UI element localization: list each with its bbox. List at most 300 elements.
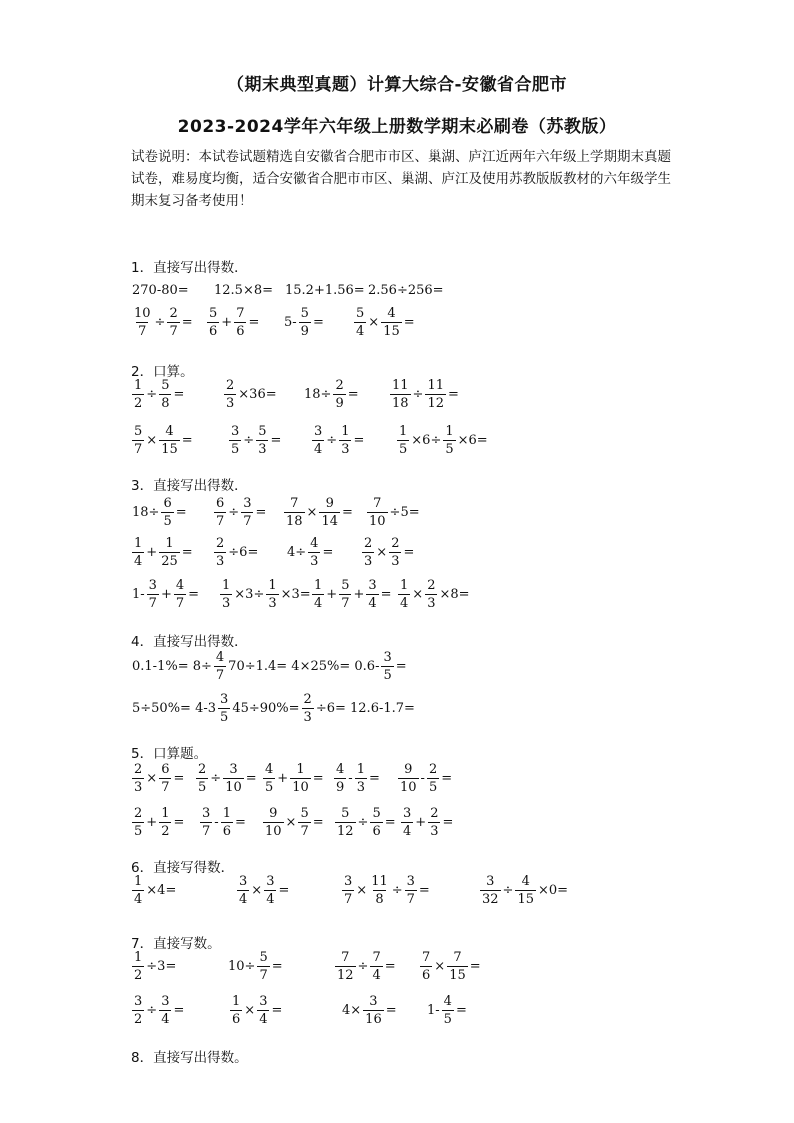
- fraction: [237, 875, 249, 906]
- expression: [131, 688, 416, 728]
- expression: [397, 574, 471, 614]
- fraction-numerator: 10: [134, 305, 151, 321]
- fraction-numerator: 1: [296, 761, 305, 777]
- fraction-numerator: 11: [371, 873, 388, 889]
- fraction-denominator: 7: [406, 891, 415, 907]
- expression-text: =: [181, 314, 193, 330]
- expression-text: ×: [146, 432, 158, 448]
- expression-text: =: [270, 432, 282, 448]
- expression: [389, 374, 460, 414]
- fraction-denominator: 4: [259, 1011, 268, 1027]
- fraction: [290, 763, 311, 794]
- fraction-numerator: 7: [422, 949, 431, 965]
- fraction-denominator: 7: [175, 595, 185, 611]
- fraction-denominator: 7: [344, 891, 353, 907]
- expression-text: ×: [251, 882, 263, 898]
- fraction-denominator: 16: [365, 1011, 382, 1027]
- fraction: [401, 807, 413, 838]
- fraction-numerator: 3: [314, 423, 323, 439]
- fraction-numerator: 7: [236, 305, 245, 321]
- expression: [262, 758, 325, 798]
- expression: [283, 492, 354, 532]
- expression-text: ÷: [326, 432, 338, 448]
- expression-text: =: [188, 586, 200, 602]
- fraction-numerator: 5: [161, 377, 170, 393]
- fraction: [428, 807, 440, 838]
- fraction-numerator: 3: [134, 993, 143, 1009]
- expression: [206, 302, 260, 342]
- fraction-denominator: 5: [428, 779, 438, 795]
- fraction-denominator: 6: [236, 323, 245, 339]
- fraction-denominator: 7: [138, 323, 147, 339]
- fraction-numerator: 7: [372, 949, 381, 965]
- expression-text: =: [181, 544, 193, 560]
- fraction-numerator: 3: [368, 577, 377, 593]
- fraction-denominator: 8: [375, 891, 384, 907]
- fraction: [159, 763, 171, 794]
- expression-row: [131, 374, 751, 414]
- expression-text: 270-80=: [132, 282, 189, 298]
- fraction: [159, 537, 180, 568]
- fraction-numerator: 4: [215, 649, 225, 665]
- fraction-denominator: 3: [341, 441, 350, 457]
- fraction-denominator: 12: [427, 395, 444, 411]
- expression: [213, 532, 259, 572]
- expression-text: ×: [244, 1002, 256, 1018]
- fraction: [257, 995, 269, 1026]
- fraction-denominator: 5: [399, 441, 408, 457]
- fraction-denominator: 9: [300, 323, 309, 339]
- expression-text: ×6÷: [411, 432, 442, 448]
- fraction-denominator: 3: [222, 595, 231, 611]
- fraction-denominator: 7: [259, 967, 268, 983]
- fraction: [425, 379, 446, 410]
- fraction-denominator: 5: [134, 823, 143, 839]
- fraction-numerator: 4: [310, 535, 319, 551]
- fraction-denominator: 12: [337, 823, 354, 839]
- expression: [311, 574, 393, 614]
- expression-text: ÷: [210, 770, 222, 786]
- fraction-numerator: 1: [268, 577, 277, 593]
- expression-row: [131, 532, 751, 572]
- expression-text: =: [469, 958, 481, 974]
- expression-row: [131, 574, 751, 614]
- fraction-numerator: 1: [222, 577, 231, 593]
- expression-text: ×: [285, 814, 297, 830]
- expression-text: ×8=: [439, 586, 470, 602]
- expression: [199, 802, 247, 842]
- fraction-denominator: 4: [400, 595, 409, 611]
- fraction-numerator: 6: [216, 495, 225, 511]
- fraction-numerator: 2: [134, 805, 143, 821]
- fraction: [381, 307, 402, 338]
- fraction: [214, 537, 226, 568]
- fraction-denominator: 3: [310, 553, 319, 569]
- expression-text: ×: [368, 314, 380, 330]
- fraction-numerator: 9: [325, 495, 334, 511]
- fraction-denominator: 5: [163, 513, 172, 529]
- fraction-numerator: 2: [226, 377, 235, 393]
- fraction: [132, 379, 144, 410]
- fraction-denominator: 2: [134, 395, 143, 411]
- fraction: [319, 497, 340, 528]
- fraction-numerator: 3: [344, 873, 353, 889]
- expression: [131, 574, 200, 614]
- expression-text: ×4=: [146, 882, 177, 898]
- fraction: [405, 875, 417, 906]
- fraction-numerator: 5: [300, 305, 309, 321]
- fraction: [234, 307, 246, 338]
- fraction-denominator: 3: [216, 553, 225, 569]
- expression: [262, 802, 325, 842]
- question-heading-4: 4．直接写出得数．: [131, 634, 248, 650]
- fraction: [159, 807, 171, 838]
- expression: [131, 802, 185, 842]
- expression-text: =: [455, 1002, 467, 1018]
- expression-text: ×: [146, 770, 158, 786]
- fraction-numerator: 5: [134, 423, 143, 439]
- expression-text: +: [277, 770, 289, 786]
- expression-text: ÷: [146, 1002, 158, 1018]
- fraction-numerator: 3: [406, 873, 415, 889]
- fraction-denominator: 4: [161, 1011, 170, 1027]
- expression-text: +: [160, 586, 172, 602]
- expression: [361, 532, 415, 572]
- fraction: [284, 497, 305, 528]
- fraction-denominator: 4: [134, 891, 143, 907]
- fraction: [308, 537, 320, 568]
- fraction: [381, 651, 393, 682]
- fraction-denominator: 6: [422, 967, 431, 983]
- fraction-denominator: 3: [258, 441, 267, 457]
- expression-text: ÷3=: [146, 958, 177, 974]
- expression-text: ×: [434, 958, 446, 974]
- fraction-numerator: 11: [427, 377, 444, 393]
- expression: [227, 946, 284, 986]
- fraction: [370, 807, 382, 838]
- fraction-denominator: 9: [336, 779, 345, 795]
- expression-text: ÷: [243, 432, 255, 448]
- expression-text: =: [173, 386, 185, 402]
- fraction: [515, 875, 536, 906]
- fraction-numerator: 4: [175, 577, 185, 593]
- expression: [426, 990, 468, 1030]
- expression-text: 1-: [132, 586, 145, 602]
- expression-text: =: [312, 770, 324, 786]
- question-heading-2: 2．口算。: [131, 364, 194, 380]
- fraction: [335, 807, 356, 838]
- fraction-numerator: 2: [391, 535, 400, 551]
- expression: [131, 302, 194, 342]
- expression-text: =: [181, 432, 193, 448]
- fraction: [132, 307, 153, 338]
- fraction-denominator: 18: [286, 513, 303, 529]
- expression-text: 5-: [284, 314, 297, 330]
- expression-text: ×3=: [280, 586, 311, 602]
- fraction: [389, 537, 401, 568]
- fraction: [229, 425, 241, 456]
- fraction-numerator: 7: [341, 949, 350, 965]
- fraction-denominator: 15: [517, 891, 534, 907]
- expression-row: [131, 758, 751, 798]
- fraction-denominator: 4: [134, 553, 143, 569]
- expression-text: =: [380, 586, 392, 602]
- expression-text: =: [368, 770, 380, 786]
- expression: [131, 990, 185, 1030]
- fraction-numerator: 3: [259, 993, 268, 1009]
- expression-text: -: [348, 770, 353, 786]
- fraction-denominator: 3: [430, 823, 439, 839]
- fraction-denominator: 5: [445, 441, 454, 457]
- question-heading-7: 7．直接写数。: [131, 936, 221, 952]
- fraction-numerator: 9: [269, 805, 278, 821]
- expression-text: 10÷: [228, 958, 256, 974]
- expression-text: -: [420, 770, 425, 786]
- fraction: [230, 995, 242, 1026]
- fraction-denominator: 32: [482, 891, 499, 907]
- fraction-numerator: 3: [266, 873, 275, 889]
- fraction-numerator: 2: [169, 305, 178, 321]
- fraction-numerator: 5: [259, 949, 268, 965]
- fraction-numerator: 3: [161, 993, 170, 1009]
- expression-text: ÷: [228, 504, 240, 520]
- expression: [311, 420, 365, 460]
- expression: [333, 758, 381, 798]
- fraction-numerator: 5: [300, 805, 309, 821]
- expression-text: ÷6= 12.6-1.7=: [315, 700, 415, 716]
- fraction: [159, 995, 171, 1026]
- expression-text: =: [353, 432, 365, 448]
- expression: [286, 532, 334, 572]
- fraction-denominator: 4: [314, 595, 323, 611]
- expression-text: 1-: [427, 1002, 440, 1018]
- expression-text: 4×: [342, 1002, 362, 1018]
- fraction-numerator: 2: [428, 761, 438, 777]
- fraction-denominator: 14: [321, 513, 338, 529]
- expression-text: 5÷50%= 4-3: [132, 700, 217, 716]
- expression-text: 18÷: [304, 386, 332, 402]
- fraction-numerator: 5: [356, 305, 365, 321]
- fraction-numerator: 4: [443, 993, 452, 1009]
- expression-text: =: [312, 814, 324, 830]
- fraction-numerator: 3: [229, 761, 238, 777]
- fraction-numerator: 7: [290, 495, 299, 511]
- expression-row: [131, 688, 751, 728]
- fraction: [174, 579, 186, 610]
- fraction: [397, 425, 409, 456]
- fraction-numerator: 7: [453, 949, 462, 965]
- expression-text: =: [448, 386, 459, 402]
- expression: [303, 374, 360, 414]
- fraction-denominator: 5: [198, 779, 207, 795]
- fraction-numerator: 2: [134, 761, 143, 777]
- fraction-numerator: 1: [399, 423, 408, 439]
- fraction-denominator: 9: [335, 395, 344, 411]
- expression: [131, 646, 408, 686]
- expression-text: =: [234, 814, 246, 830]
- expression: [341, 870, 431, 910]
- expression-text: =: [248, 314, 260, 330]
- fraction-denominator: 8: [161, 395, 170, 411]
- fraction: [207, 307, 219, 338]
- fraction: [354, 307, 366, 338]
- fraction-numerator: 6: [163, 495, 172, 511]
- fraction-numerator: 1: [134, 873, 143, 889]
- expression-row: [131, 420, 751, 460]
- fraction: [264, 875, 276, 906]
- intro-text: 试卷说明：本试卷试题精选自安徽省合肥市市区、巢湖、庐江近两年六年级上学期期末真题试卷，难易度均衡，适合安徽省合肥市市区、巢湖、庐江及使用苏教版版教材的六年级学生期末复习备考使用！: [131, 149, 671, 209]
- fraction: [167, 307, 179, 338]
- fraction-denominator: 10: [225, 779, 242, 795]
- fraction: [398, 763, 419, 794]
- expression-text: ×6=: [457, 432, 488, 448]
- expression-text: ×: [356, 882, 368, 898]
- fraction-denominator: 5: [383, 667, 392, 683]
- expression: [131, 420, 194, 460]
- fraction: [369, 875, 390, 906]
- fraction: [366, 579, 378, 610]
- fraction: [398, 579, 410, 610]
- expression-text: =: [175, 504, 187, 520]
- fraction-denominator: 3: [268, 595, 277, 611]
- fraction-denominator: 7: [148, 595, 157, 611]
- fraction: [257, 951, 269, 982]
- expression-row: [131, 802, 751, 842]
- expression: [195, 758, 258, 798]
- fraction-denominator: 15: [449, 967, 466, 983]
- fraction: [443, 425, 455, 456]
- expression-text: +: [146, 814, 158, 830]
- question-heading-5: 5．口算题。: [131, 746, 208, 762]
- expression-text: =: [173, 770, 185, 786]
- fraction: [214, 651, 226, 682]
- fraction: [266, 579, 278, 610]
- fraction-numerator: 1: [222, 805, 231, 821]
- fraction-denominator: 6: [232, 1011, 241, 1027]
- fraction-numerator: 3: [148, 577, 157, 593]
- fraction-numerator: 4: [387, 305, 396, 321]
- fraction-denominator: 10: [369, 513, 386, 529]
- expression: [236, 870, 290, 910]
- question-heading-1: 1．直接写出得数．: [131, 260, 248, 276]
- expression-text: ÷: [154, 314, 166, 330]
- fraction-numerator: 2: [335, 377, 344, 393]
- expression-text: =: [255, 504, 267, 520]
- expression-text: =: [403, 314, 415, 330]
- fraction: [355, 763, 367, 794]
- fraction-numerator: 1: [165, 535, 174, 551]
- fraction-denominator: 5: [265, 779, 274, 795]
- fraction-denominator: 15: [161, 441, 178, 457]
- expression-text: ×: [306, 504, 318, 520]
- fraction-denominator: 4: [266, 891, 275, 907]
- fraction-denominator: 4: [314, 441, 323, 457]
- fraction-numerator: 3: [239, 873, 248, 889]
- fraction: [312, 425, 324, 456]
- fraction-denominator: 4: [356, 323, 365, 339]
- fraction-numerator: 3: [403, 805, 412, 821]
- fraction: [220, 579, 232, 610]
- fraction: [200, 807, 212, 838]
- fraction-numerator: 1: [314, 577, 323, 593]
- fraction: [302, 693, 314, 724]
- expression-text: =: [245, 770, 257, 786]
- fraction-numerator: 3: [231, 423, 240, 439]
- expression: [219, 574, 312, 614]
- fraction-numerator: 1: [161, 805, 170, 821]
- fraction-denominator: 15: [383, 323, 400, 339]
- fraction: [132, 875, 144, 906]
- fraction-denominator: 3: [134, 779, 143, 795]
- fraction-numerator: 1: [356, 761, 365, 777]
- expression-text: =: [395, 658, 407, 674]
- expression: [131, 758, 185, 798]
- fraction-denominator: 4: [372, 967, 381, 983]
- fraction-denominator: 18: [392, 395, 409, 411]
- fraction-denominator: 4: [403, 823, 412, 839]
- title-line-2: 2023-2024学年六年级上册数学期末必刷卷（苏教版）: [177, 117, 617, 137]
- expression-text: =: [384, 814, 396, 830]
- fraction-denominator: 3: [364, 553, 373, 569]
- expression-text: =: [403, 544, 415, 560]
- expression: [131, 946, 177, 986]
- fraction-numerator: 3: [486, 873, 495, 889]
- fraction-denominator: 10: [400, 779, 417, 795]
- fraction-denominator: 5: [443, 1011, 452, 1027]
- expression-text: =: [173, 814, 185, 830]
- fraction: [218, 693, 230, 724]
- expression-text: ×: [412, 586, 424, 602]
- fraction-numerator: 5: [209, 305, 218, 321]
- fraction-numerator: 2: [427, 577, 436, 593]
- expression-text: +: [221, 314, 233, 330]
- fraction: [132, 995, 144, 1026]
- fraction: [342, 875, 354, 906]
- fraction-denominator: 3: [391, 553, 400, 569]
- fraction: [159, 425, 180, 456]
- fraction-numerator: 3: [202, 805, 211, 821]
- fraction-numerator: 4: [265, 761, 274, 777]
- fraction-numerator: 5: [372, 805, 381, 821]
- expression-text: -: [214, 814, 219, 830]
- expression-text: +: [146, 544, 158, 560]
- expression-text: ÷: [502, 882, 514, 898]
- fraction: [161, 497, 173, 528]
- fraction: [132, 763, 144, 794]
- expression: [131, 492, 188, 532]
- fraction-numerator: 5: [258, 423, 267, 439]
- fraction-numerator: 2: [198, 761, 207, 777]
- fraction: [425, 579, 437, 610]
- expression-row: [131, 990, 751, 1030]
- fraction-denominator: 5: [231, 441, 240, 457]
- expression-text: =: [384, 958, 396, 974]
- fraction-numerator: 3: [383, 649, 392, 665]
- fraction: [298, 807, 310, 838]
- fraction-denominator: 4: [368, 595, 377, 611]
- fraction: [442, 995, 454, 1026]
- expression-text: ÷: [357, 958, 369, 974]
- fraction: [214, 497, 226, 528]
- expression-text: ÷: [412, 386, 424, 402]
- expression: [400, 802, 454, 842]
- expression-text: =: [271, 1002, 283, 1018]
- fraction-numerator: 2: [216, 535, 225, 551]
- fraction: [196, 763, 208, 794]
- fraction-numerator: 2: [430, 805, 439, 821]
- expression-text: ÷6=: [228, 544, 259, 560]
- expression: [396, 420, 489, 460]
